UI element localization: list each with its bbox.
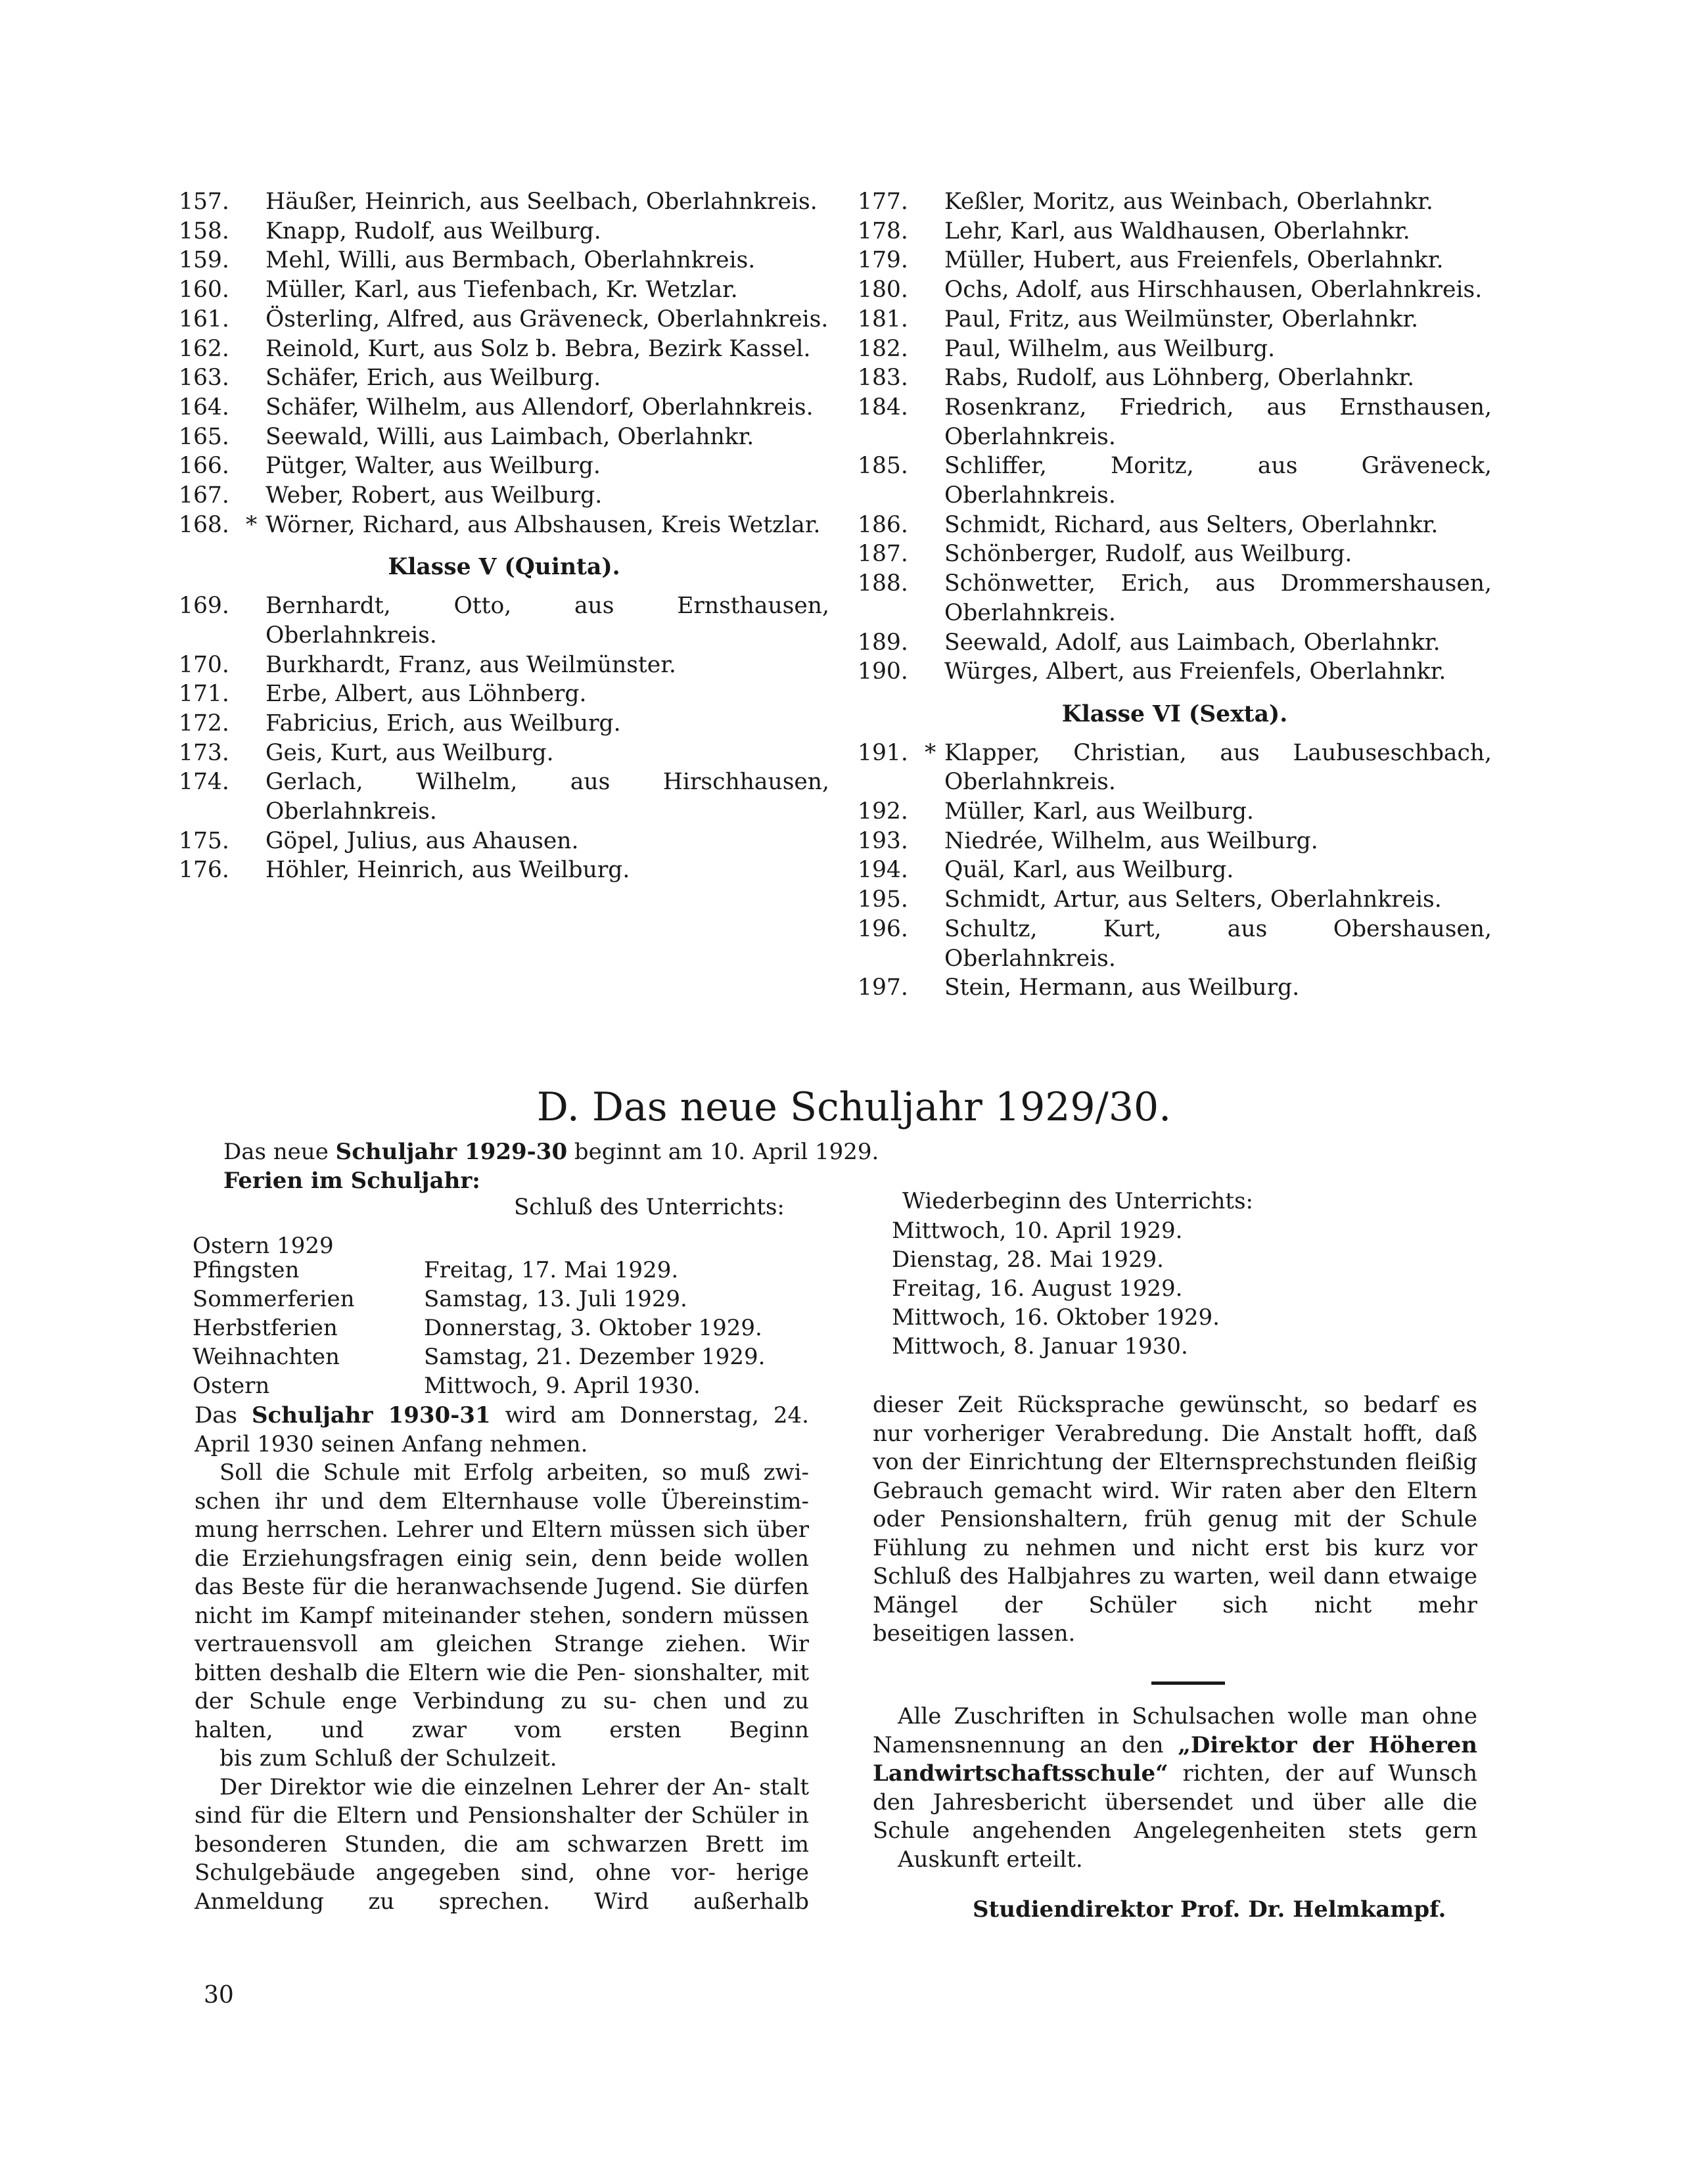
list-item: 196. Schultz, Kurt, aus Obershausen, Oberlahnkreis. [858, 915, 1492, 972]
list-item: 166. Pütger, Walter, aus Weilburg. [179, 453, 601, 480]
text-line: Das Schuljahr 1930-31 wird am Donnerstag, 24. [195, 1402, 809, 1429]
holiday-name: Weihnachten [193, 1344, 340, 1370]
holiday-end: Donnerstag, 3. Oktober 1929. [424, 1315, 762, 1341]
list-item: 189. Seewald, Adolf, aus Laimbach, Oberlahnkr. [858, 629, 1441, 656]
list-item: 186. Schmidt, Richard, aus Selters, Oberlahnkr. [858, 511, 1439, 538]
list-item: 157. Häußer, Heinrich, aus Seelbach, Oberlahnkreis. [179, 189, 818, 215]
holiday-name: Sommerferien [193, 1286, 355, 1312]
list-item: 159. Mehl, Willi, aus Bermbach, Oberlahnkreis. [179, 247, 756, 274]
text-line: April 1930 seinen Anfang nehmen. [195, 1430, 588, 1457]
holiday-name: Herbstferien [193, 1315, 338, 1341]
list-item: 165. Seewald, Willi, aus Laimbach, Oberlahnkr. [179, 423, 754, 450]
list-item: 173. Geis, Kurt, aus Weilburg. [179, 739, 554, 766]
list-item: 178. Lehr, Karl, aus Waldhausen, Oberlahnkr. [858, 217, 1410, 244]
list-item: 177. Keßler, Moritz, aus Weinbach, Oberlahnkr. [858, 189, 1433, 215]
list-item: 174. Gerlach, Wilhelm, aus Hirschhausen, Oberlahnkreis. [179, 769, 829, 825]
column-header-start: Wiederbeginn des Unterrichts: [902, 1188, 1253, 1214]
paragraph-cooperation: Soll die Schule mit Erfolg arbeiten, so muß zwi- schen ihr und dem Elternhause volle Übereinstim- mung herrschen. Lehrer und Eltern müssen sich über die Erziehungsfragen einig sein, denn beide wollen das Beste für die heranwachsende Jugend. Sie dürfen nicht im Kampf miteinander stehen, sondern müssen vertrauensvoll am gleichen Strange ziehen. Wir bitten deshalb die Eltern wie die Pen- sionshalter, mit der Schule enge Verbindung zu su- chen und zu halten, und zwar vom ersten Beginn bis zum Schluß der Schulzeit. [195, 1459, 809, 1772]
paragraph-consultation: dieser Zeit Rücksprache gewünscht, so bedarf es nur vorheriger Verabredung. Die Anstalt hofft, daß von der Einrichtung der Elternsprechstunden fleißig Gebrauch gemacht wird. Wir raten aber den Eltern oder Pensionshaltern, früh genug mit der Schule Fühlung zu nehmen und nicht erst bis kurz vor Schluß des Halbjahres zu warten, weil dann etwaige Mängel der Schüler sich nicht mehr beseitigen lassen. [873, 1392, 1478, 1647]
list-item: 167. Weber, Robert, aus Weilburg. [179, 482, 603, 509]
list-item: 160. Müller, Karl, aus Tiefenbach, Kr. Wetzlar. [179, 277, 738, 304]
list-item: 187. Schönberger, Rudolf, aus Weilburg. [858, 541, 1352, 568]
list-item: 170. Burkhardt, Franz, aus Weilmünster. [179, 651, 676, 678]
list-item: 184. Rosenkranz, Friedrich, aus Ernsthausen, Oberlahnkreis. [858, 394, 1492, 450]
holiday-end: Samstag, 13. Juli 1929. [424, 1286, 687, 1312]
list-item: 164. Schäfer, Wilhelm, aus Allendorf, Oberlahnkreis. [179, 394, 814, 421]
holiday-restart: Mittwoch, 10. April 1929. [892, 1218, 1183, 1244]
list-item: 163. Schäfer, Erich, aus Weilburg. [179, 365, 601, 392]
asterisk-mark: * [925, 739, 936, 766]
class-heading-quinta: Klasse V (Quinta). [388, 554, 620, 581]
list-item: 197. Stein, Hermann, aus Weilburg. [858, 974, 1300, 1001]
section-title: D. Das neue Schuljahr 1929/30. [536, 1084, 1172, 1130]
list-item: 161. Österling, Alfred, aus Gräveneck, Oberlahnkreis. [179, 306, 829, 332]
left-text-column [195, 1402, 809, 1916]
list-item: 181. Paul, Fritz, aus Weilmünster, Oberlahnkr. [858, 306, 1419, 332]
list-item: 194. Quäl, Karl, aus Weilburg. [858, 857, 1234, 884]
list-item: 180. Ochs, Adolf, aus Hirschhausen, Oberlahnkreis. [858, 277, 1483, 304]
list-item: 172. Fabricius, Erich, aus Weilburg. [179, 710, 621, 737]
list-item: 191. * Klapper, Christian, aus Laubuseschbach, Oberlahnkreis. [858, 739, 1492, 796]
list-item: 193. Niedrée, Wilhelm, aus Weilburg. [858, 827, 1318, 854]
holiday-end: Samstag, 21. Dezember 1929. [424, 1344, 766, 1370]
list-item: 162. Reinold, Kurt, aus Solz b. Bebra, Bezirk Kassel. [179, 335, 811, 362]
correspondence-note [873, 1703, 1477, 1874]
holiday-end: Mittwoch, 9. April 1930. [424, 1373, 701, 1399]
column-header-end: Schluß des Unterrichts: [514, 1194, 785, 1220]
list-item: 179. Müller, Hubert, aus Freienfels, Oberlahnkr. [858, 247, 1444, 274]
list-item: 183. Rabs, Rudolf, aus Löhnberg, Oberlahnkr. [858, 365, 1415, 392]
paragraph-office-hours: Der Direktor wie die einzelnen Lehrer der An- stalt sind für die Eltern und Pensionshalter der Schüler in besonderen Stunden, die am schwarzen Brett im Schulgebäude angegeben sind, ohne vor- herige Anmeldung zu sprechen. Wird außerhalb [195, 1773, 810, 1915]
list-item: 192. Müller, Karl, aus Weilburg. [858, 798, 1254, 825]
holiday-restart: Freitag, 16. August 1929. [892, 1275, 1183, 1302]
holiday-restart: Mittwoch, 8. Januar 1930. [892, 1333, 1188, 1360]
list-item: 182. Paul, Wilhelm, aus Weilburg. [858, 335, 1276, 362]
list-item: 175. Göpel, Julius, aus Ahausen. [179, 827, 579, 854]
list-item: 195. Schmidt, Artur, aus Selters, Oberlahnkreis. [858, 886, 1442, 913]
student-list-left [179, 187, 829, 885]
paragraph-next-year [195, 1402, 809, 1459]
student-list-right [858, 187, 1492, 1003]
list-item: 185. Schliffer, Moritz, aus Gräveneck, Oberlahnkreis. [858, 453, 1492, 509]
list-item: 190. Würges, Albert, aus Freienfels, Oberlahnkr. [858, 658, 1446, 685]
holiday-name: Pfingsten [193, 1257, 300, 1283]
intro-line: Das neue Schuljahr 1929-30 beginnt am 10. April 1929. [223, 1139, 879, 1165]
divider-rule [1151, 1681, 1225, 1685]
asterisk-mark: * [246, 511, 258, 538]
holiday-name: Ostern 1929 [193, 1233, 334, 1259]
class-heading-sexta: Klasse VI (Sexta). [1061, 700, 1288, 727]
list-item: 169. Bernhardt, Otto, aus Ernsthausen, Oberlahnkreis. [179, 593, 829, 649]
list-item: 176. Höhler, Heinrich, aus Weilburg. [179, 857, 630, 884]
holiday-restart: Mittwoch, 16. Oktober 1929. [892, 1304, 1220, 1331]
holiday-name: Ostern [193, 1373, 270, 1399]
right-text-column [873, 1391, 1477, 1649]
list-item: 168. * Wörner, Richard, aus Albshausen, Kreis Wetzlar. [179, 511, 829, 540]
paragraph-correspondence: Alle Zuschriften in Schulsachen wolle man ohne Namensnennung an den „Direktor der Höheren Landwirtschaftsschule“ richten, der auf Wunsch den Jahresbericht übersendet und über alle die Schule angehenden Angelegenheiten stets gern Auskunft erteilt. [873, 1703, 1477, 1873]
holiday-end: Freitag, 17. Mai 1929. [424, 1257, 679, 1283]
holiday-restart: Dienstag, 28. Mai 1929. [892, 1247, 1164, 1273]
signature: Studiendirektor Prof. Dr. Helmkampf. [973, 1896, 1446, 1923]
list-item: 158. Knapp, Rudolf, aus Weilburg. [179, 217, 601, 244]
list-item: 171. Erbe, Albert, aus Löhnberg. [179, 681, 587, 708]
page-number: 30 [204, 1982, 234, 2009]
ferien-label: Ferien im Schuljahr: [223, 1168, 480, 1194]
list-item: 188. Schönwetter, Erich, aus Drommershausen, Oberlahnkreis. [858, 570, 1492, 626]
